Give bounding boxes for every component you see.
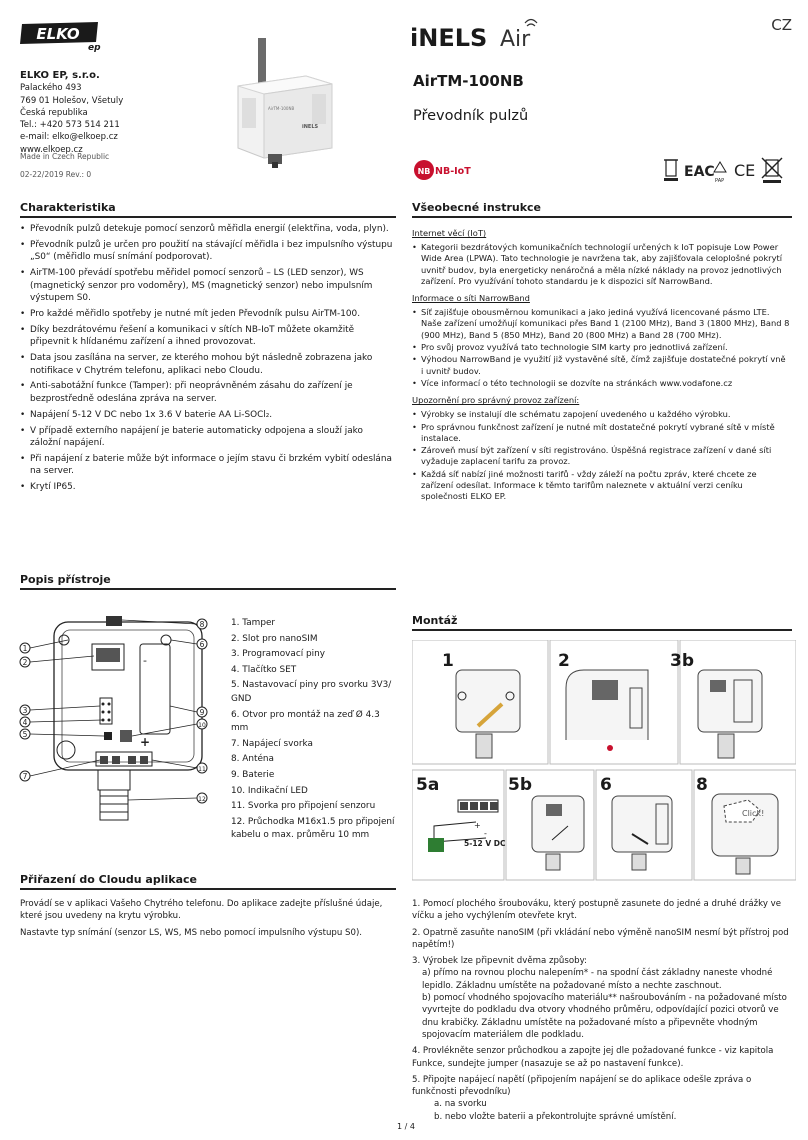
mounting-illustrations [412, 640, 796, 890]
part-item: 6. Otvor pro montáž na zeď Ø 4.3 mm [231, 709, 380, 734]
svg-text:PAP: PAP [715, 178, 725, 184]
elko-logo [18, 18, 104, 52]
svg-text:-: - [484, 829, 487, 838]
product-name: AirTM-100NB [413, 72, 524, 90]
svg-text:5-12 V DC: 5-12 V DC [464, 839, 506, 848]
device-diagram [16, 610, 216, 830]
part-item: 4. Tlačítko SET [231, 664, 297, 675]
ce-icon: CE [734, 161, 756, 180]
list-item: • Díky bezdrátovému řešení a komunikaci v sítích NB-IoT můžete okamžitě připevnit k hlídanému zařízení a ihned provozovat. [20, 324, 396, 349]
svg-text:3b: 3b [670, 651, 694, 671]
address-line: Tel.: +420 573 514 211 [20, 120, 120, 131]
section-title-montaz: Montáž [412, 614, 458, 627]
iot-heading: Internet věcí (IoT) [412, 228, 487, 238]
list-item: • Pro svůj provoz využívá tato technologie SIM karty pro jednotlivá zařízení. [412, 342, 790, 353]
weee-icon [762, 158, 782, 183]
svg-text:6: 6 [199, 640, 205, 649]
list-item: • Pro každé měřidlo spotřeby je nutné mít jeden Převodník pulsu AirTM-100. [20, 308, 396, 320]
list-item: • Pro správnou funkčnost zařízení je nutné mít dostatečné pokrytí vybrané sítě v místě instalace. [412, 422, 790, 445]
step: 1. Pomocí plochého šroubováku, který postupně zasunete do jedné a druhé drážky ve víčku a jeho vychýlením otevřete kryt. [412, 899, 782, 922]
svg-text:8: 8 [199, 620, 205, 629]
svg-text:2: 2 [558, 651, 570, 671]
pap-icon [714, 162, 726, 184]
svg-text:Click!: Click! [742, 809, 765, 818]
svg-text:4: 4 [22, 718, 28, 727]
vseobecne-body [412, 222, 790, 504]
svg-text:3: 3 [22, 706, 28, 715]
section-title-popis: Popis přístroje [20, 573, 111, 586]
list-item: • Více informací o této technologii se dozvíte na stránkách www.vodafone.cz [412, 378, 790, 389]
part-item: 11. Svorka pro připojení senzoru [231, 801, 376, 812]
list-item: • Výrobky se instalují dle schématu zapojení uvedeného u každého výrobku. [412, 409, 790, 420]
svg-text:iNELS: iNELS [410, 24, 488, 52]
part-item: 1. Tamper [231, 618, 276, 628]
recycle-bin-icon [664, 160, 678, 181]
svg-text:2: 2 [22, 658, 28, 667]
part-item: 2. Slot pro nanoSIM [231, 633, 318, 644]
step: 4. Provlékněte senzor průchodkou a zapojte jej dle požadované funkce - viz kapitola Funkce, sundejte jumper (nasazuje se až po nastavení funkce). [412, 1046, 774, 1069]
mounting-steps [412, 898, 792, 1127]
cloud-body [20, 898, 396, 939]
address-line: e-mail: elko@elkoep.cz [20, 132, 118, 143]
device-image [228, 36, 348, 168]
svg-text:10: 10 [198, 722, 206, 729]
svg-text:5b: 5b [508, 775, 532, 795]
list-item: • AirTM-100 převádí spotřebu měřidel pomocí senzorů – LS (LED senzor), WS (magnetický senzor pro vodoměry), MS (magnetický senzor) nebo impulsním výstupem S0. [20, 267, 396, 304]
step-sub: b) pomocí vhodného spojovacího materiálu** našroubováním - na požadované místo vyvrtejte do podkladu dva otvory vhodného průměru, odpovídající pozici otvorů ve dnu krabičky. Základnu umístěte na požadované místo a připevněte vhodným spojovacím materiálem dle podkladu. [422, 993, 787, 1040]
paragraph: Nastavte typ snímání (senzor LS, WS, MS nebo pomocí impulsního výstupu S0). [20, 927, 363, 938]
svg-text:NB: NB [417, 167, 431, 176]
list-item: • Zároveň musí být zařízení v síti registrováno. Úspěšná registrace zařízení v dané síti vyžaduje zaplacení tarifu za provoz. [412, 445, 790, 468]
svg-text:iNELS: iNELS [302, 124, 319, 130]
svg-text:ep: ep [88, 43, 101, 52]
section-title-charakteristika: Charakteristika [20, 201, 116, 214]
revision: 02-22/2019 Rev.: 0 [20, 170, 92, 179]
warn-heading: Upozornění pro správný provoz zařízení: [412, 395, 580, 406]
step: 2. Opatrně zasuňte nanoSIM (při vkládání nebo výměně nanoSIM nesmí být přístroj pod napětím!) [412, 927, 789, 950]
step-sub: a) přímo na rovnou plochu nalepením* - na spodní část základny naneste vhodné lepidlo. Základnu umístěte na požadované místo a nechte zaschnout. [422, 968, 773, 991]
part-item: 10. Indikační LED [231, 785, 308, 796]
list-item: • V případě externího napájení je baterie automaticky odpojena a slouží jako záložní napájení. [20, 425, 396, 450]
part-item: 12. Průchodka M16x1.5 pro připojení kabelu o max. průměru 10 mm [231, 816, 395, 841]
list-item: • Kategorii bezdrátových komunikačních technologií určených k IoT popisuje Low Power Wide Area (LPWA). Tato technologie je navržena tak, aby zajišťovala celoplošné pokrytí uvnitř budov, byla energeticky nenáročná a měla nízké náklady na provoz jednotlivých zařízení. Pro využívání tohoto standardu je k dispozici síť NarrowBand. [412, 242, 790, 287]
inels-air-logo [410, 18, 560, 52]
part-item: 5. Nastavovací piny pro svorku 3V3/ GND [231, 680, 392, 704]
nbiot-badge [413, 157, 475, 183]
svg-text:NB-IoT: NB-IoT [435, 166, 471, 177]
company-name: ELKO EP, s.r.o. [20, 70, 100, 81]
page-number: 1 / 4 [397, 1122, 415, 1131]
product-subtitle: Převodník pulzů [413, 108, 529, 124]
nb-heading: Informace o síti NarrowBand [412, 293, 530, 304]
svg-text:1: 1 [22, 644, 28, 653]
svg-text:AirTM-100NB: AirTM-100NB [268, 106, 295, 111]
svg-text:-: - [143, 654, 147, 667]
address-line: Palackého 493 [20, 83, 82, 94]
company-block [20, 70, 190, 156]
address-line: 769 01 Holešov, Všetuly [20, 95, 124, 106]
list-item: • Při napájení z baterie může být informace o jejím stavu či brzkém vybití odeslána na server. [20, 453, 396, 478]
svg-text:5a: 5a [416, 775, 440, 795]
list-item: • Anti-sabotážní funkce (Tamper): při neoprávněném zásahu do zařízení je bezprostředně odeslána zpráva na server. [20, 380, 396, 405]
svg-text:+: + [474, 821, 481, 830]
svg-text:12: 12 [198, 796, 206, 803]
section-title-vseobecne: Všeobecné instrukce [412, 201, 542, 214]
step-sub: a. na svorku [434, 1099, 487, 1110]
svg-text:8: 8 [696, 775, 708, 795]
svg-text:9: 9 [199, 708, 205, 717]
svg-text:1: 1 [442, 651, 454, 671]
list-item: • Převodník pulzů je určen pro použití na stávající měřidla i bez impulsního výstupu „S0“ (měřidlo musí snímání podporovat). [20, 239, 396, 264]
list-item: • Každá síť nabízí jiné možnosti tarifů - vždy záleží na počtu zpráv, které chcete ze zařízení odesílat. Informace k těmto tarifům naleznete v aktuální verzi ceníku společnosti ELKO EP. [412, 469, 790, 503]
list-item: • Krytí IP65. [20, 481, 396, 493]
paragraph: Provádí se v aplikaci Vašeho Chytrého telefonu. Do aplikace zadejte příslušné údaje, které jsou uvedeny na krytu výrobku. [20, 899, 383, 922]
part-item: 3. Programovací piny [231, 649, 325, 660]
list-item: • Napájení 5-12 V DC nebo 1x 3.6 V baterie AA Li-SOCl₂. [20, 409, 396, 421]
part-item: 7. Napájecí svorka [231, 738, 313, 749]
section-title-cloud: Přiřazení do Cloudu aplikace [20, 873, 197, 886]
part-item: 9. Baterie [231, 769, 275, 780]
list-item: • Převodník pulzů detekuje pomocí senzorů měřidla energií (elektřina, voda, plyn). [20, 223, 396, 235]
charakteristika-list [20, 223, 396, 497]
svg-text:11: 11 [198, 766, 206, 773]
svg-text:7: 7 [22, 772, 28, 781]
step-sub: b. nebo vložte baterii a překontrolujte správné umístění. [434, 1111, 677, 1122]
parts-list [231, 617, 399, 845]
certification-icons [662, 154, 792, 186]
eac-icon: EAC [684, 164, 715, 180]
svg-text:Air: Air [500, 27, 531, 52]
part-item: 8. Anténa [231, 754, 274, 765]
language-code: CZ [771, 16, 792, 34]
svg-text:+: + [140, 735, 151, 749]
list-item: • Síť zajišťuje obousměrnou komunikaci a jako jediná využívá licencované pásmo LTE. Naše zařízení umožňují komunikaci přes Band 1 (2100 MHz), Band 3 (1800 MHz), Band 8 (900 MHz), Band 5 (850 MHz), Band 20 (800 MHz) a Band 28 (700 MHz). [412, 307, 790, 341]
svg-text:6: 6 [600, 775, 612, 795]
step: 3. Výrobek lze připevnit dvěma způsoby: [412, 956, 587, 967]
list-item: • Výhodou NarrowBand je využití již vystavěné sítě, čímž zajišťuje dostatečné pokrytí vně i uvnitř budov. [412, 354, 790, 377]
svg-text:5: 5 [22, 730, 28, 739]
list-item: • Data jsou zasílána na server, ze kterého mohou být následně zobrazena jako notifikace v Chytrém telefonu, aplikaci nebo Cloudu. [20, 352, 396, 377]
address-line: Česká republika [20, 107, 88, 118]
address-line: www.elkoep.cz [20, 144, 83, 155]
step: 5. Připojte napájecí napětí (připojením napájení se do aplikace odešle zpráva o funkčnosti převodníku) [412, 1074, 752, 1098]
svg-text:ELKO: ELKO [36, 25, 80, 43]
made-in: Made in Czech Republic [20, 152, 110, 161]
